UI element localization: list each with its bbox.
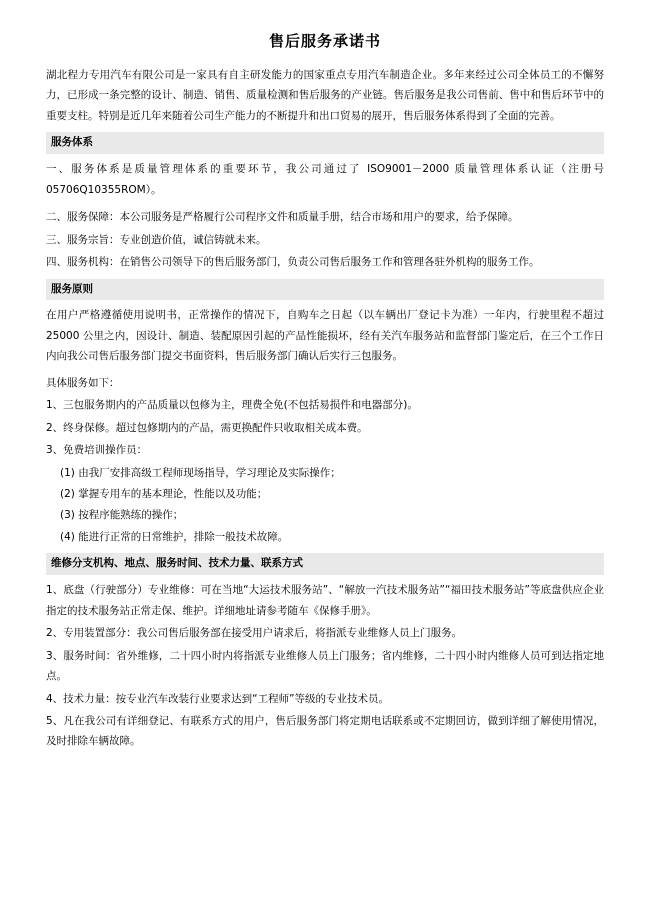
list-item: 5、凡在我公司有详细登记、有联系方式的用户，售后服务部门将定期电话联系或不定期回访，做到详细了解使用情况，及时排除车辆故障。 bbox=[46, 714, 604, 748]
list-item: 3、免费培训操作员： bbox=[46, 444, 148, 457]
list-item: 1、三包服务期内的产品质量以包修为主，理费全免(不包括易损件和电器部分)。 bbox=[46, 399, 418, 412]
page-title: 售后服务承诺书 bbox=[268, 32, 381, 50]
list-item: (3) 按程序能熟练的操作； bbox=[60, 509, 184, 522]
list-item: 四、服务机构：在销售公司领导下的售后服务部门，负责公司售后服务工作和管理各驻外机构的服务工作。 bbox=[46, 256, 540, 269]
section-heading-service-principles: 服务原则 bbox=[46, 279, 604, 301]
list-item: 三、服务宗旨：专业创造价值，诚信铸就未来。 bbox=[46, 233, 267, 246]
list-item: 4、技术力量：按专业汽车改装行业要求达到“工程师”等级的专业技术员。 bbox=[46, 692, 390, 705]
list-item: (4) 能进行正常的日常维护，排除一般技术故障。 bbox=[60, 530, 289, 543]
list-item: 3、服务时间：省外维修，二十四小时内将指派专业维修人员上门服务；省内维修，二十四小时内维修人员可到达指定地点。 bbox=[46, 649, 604, 683]
list-item: 2、专用装置部分：我公司售后服务部在接受用户请求后，将指派专业维修人员上门服务。 bbox=[46, 627, 463, 640]
list-item: 一、服务体系是质量管理体系的重要环节，我公司通过了 ISO9001－2000 质量管理体系认证（注册号 05706Q10355ROM）。 bbox=[46, 163, 604, 196]
section-heading-service-network: 维修分支机构、地点、服务时间、技术力量、联系方式 bbox=[46, 553, 604, 575]
intro-paragraph: 湖北程力专用汽车有限公司是一家具有自主研发能力的国家重点专用汽车制造企业。多年来经过公司全体员工的不懈努力，已形成一条完整的设计、制造、销售、质量检测和售后服务的产业链。售后服务是我公司售前、售中和售后环节中的重要支柱。特别是近几年来随着公司生产能力的不断提升和出口贸易的展开，售后服务体系得到了全面的完善。 bbox=[46, 69, 604, 122]
list-item: 1、底盘（行驶部分）专业维修：可在当地“大运技术服务站”、“解放一汽技术服务站”“福田技术服务站”等底盘供应企业指定的技术服务站正常走保、维护。详细地址请参考随车《保修手册》。 bbox=[46, 584, 604, 617]
section-heading-service-system: 服务体系 bbox=[46, 132, 604, 154]
list-item: (2) 掌握专用车的基本理论，性能以及功能； bbox=[60, 488, 268, 500]
section-paragraph: 在用户严格遵循使用说明书，正常操作的情况下，自购车之日起（以车辆出厂登记卡为准）一年内，行驶里程不超过 25000 公里之内，因设计、制造、装配原因引起的产品性能损坏，经有关汽车服务站和监督部门鉴定后，在三个工作日内向我公司售后服务部门提交书面资料，售后服务部门确认后实行三包服务。 bbox=[46, 309, 604, 363]
section-paragraph: 具体服务如下： bbox=[46, 376, 120, 389]
list-item: 2、终身保修。超过包修期内的产品，需更换配件只收取相关成本费。 bbox=[46, 421, 368, 434]
list-item: (1) 由我厂安排高级工程师现场指导，学习理论及实际操作； bbox=[60, 466, 341, 479]
list-item: 二、服务保障：本公司服务是严格履行公司程序文件和质量手册，结合市场和用户的要求，给予保障。 bbox=[46, 211, 519, 224]
